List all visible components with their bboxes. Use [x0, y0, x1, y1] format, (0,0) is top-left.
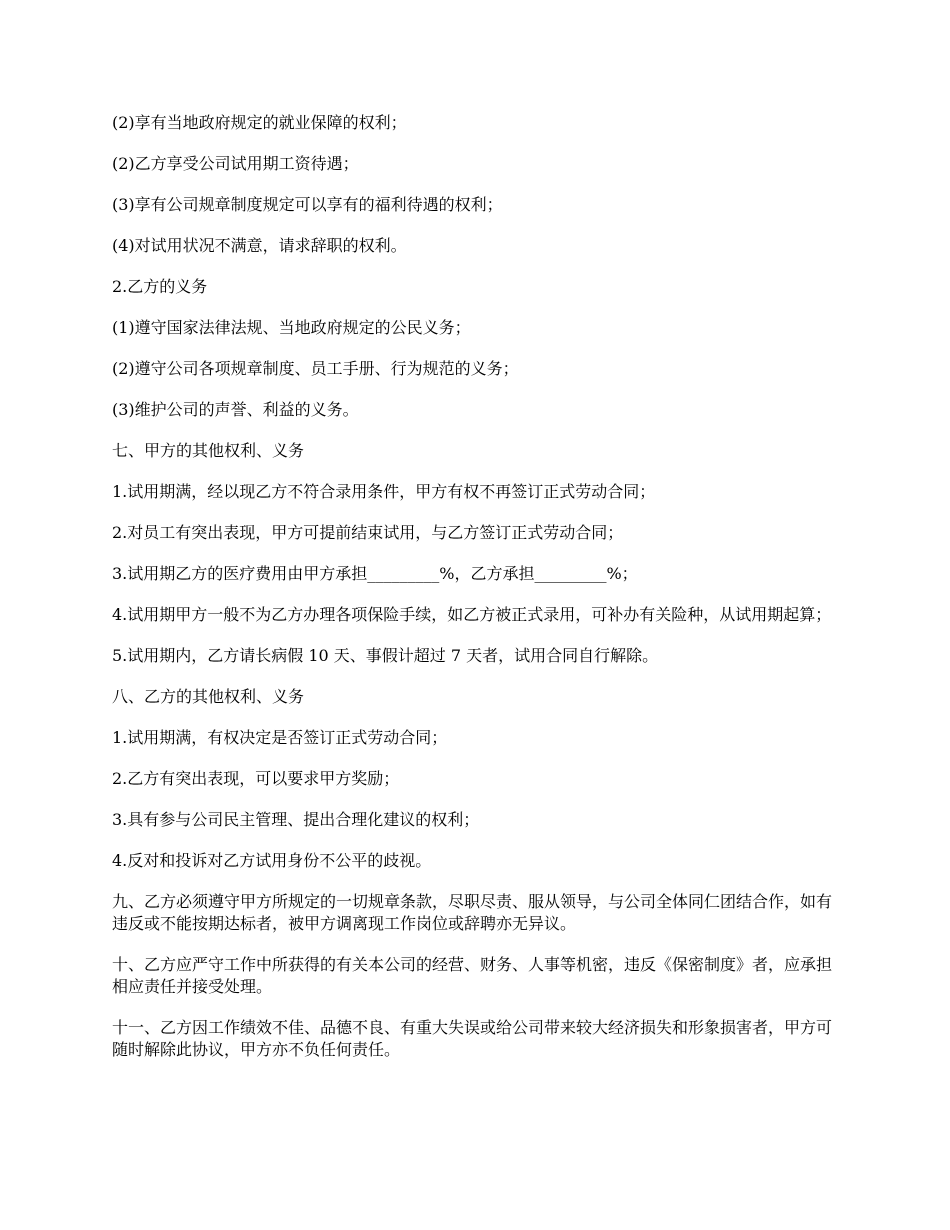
- paragraph: (2)遵守公司各项规章制度、员工手册、行为规范的义务；: [112, 359, 519, 378]
- paragraph: (4)对试用状况不满意，请求辞职的权利。: [112, 236, 407, 255]
- paragraph: (2)享有当地政府规定的就业保障的权利；: [112, 113, 407, 132]
- paragraph: 十一、乙方因工作绩效不佳、品德不良、有重大失误或给公司带来较大经济损失和形象损害者，甲方可随时解除此协议，甲方亦不负任何责任。: [112, 1018, 833, 1059]
- paragraph: 3.试用期乙方的医疗费用由甲方承担_________%，乙方承担_________%；: [112, 564, 638, 583]
- section-heading: 2.乙方的义务: [112, 277, 208, 296]
- paragraph: 十、乙方应严守工作中所获得的有关本公司的经营、财务、人事等机密，违反《保密制度》者，应承担相应责任并接受处理。: [112, 955, 833, 996]
- paragraph: 2.乙方有突出表现，可以要求甲方奖励；: [112, 769, 400, 788]
- document-body: [112, 112, 842, 1080]
- paragraph: 4.试用期甲方一般不为乙方办理各项保险手续，如乙方被正式录用，可补办有关险种，从试用期起算；: [112, 605, 832, 624]
- paragraph: 4.反对和投诉对乙方试用身份不公平的歧视。: [112, 851, 432, 870]
- paragraph: (3)维护公司的声誉、利益的义务。: [112, 400, 359, 419]
- paragraph: 1.试用期满，有权决定是否签订正式劳动合同；: [112, 728, 448, 747]
- paragraph: 5.试用期内，乙方请长病假 10 天、事假计超过 7 天者，试用合同自行解除。: [112, 646, 659, 665]
- section-heading: 七、甲方的其他权利、义务: [112, 441, 305, 460]
- paragraph: (3)享有公司规章制度规定可以享有的福利待遇的权利；: [112, 195, 503, 214]
- paragraph: (1)遵守国家法律法规、当地政府规定的公民义务；: [112, 318, 471, 337]
- paragraph: 3.具有参与公司民主管理、提出合理化建议的权利；: [112, 810, 480, 829]
- paragraph: (2)乙方享受公司试用期工资待遇；: [112, 154, 359, 173]
- section-heading: 八、乙方的其他权利、义务: [112, 687, 305, 706]
- paragraph: 九、乙方必须遵守甲方所规定的一切规章条款，尽职尽责、服从领导，与公司全体同仁团结合作，如有违反或不能按期达标者，被甲方调离现工作岗位或辞聘亦无异议。: [112, 892, 833, 933]
- paragraph: 2.对员工有突出表现，甲方可提前结束试用，与乙方签订正式劳动合同；: [112, 523, 624, 542]
- paragraph: 1.试用期满，经以现乙方不符合录用条件，甲方有权不再签订正式劳动合同；: [112, 482, 656, 501]
